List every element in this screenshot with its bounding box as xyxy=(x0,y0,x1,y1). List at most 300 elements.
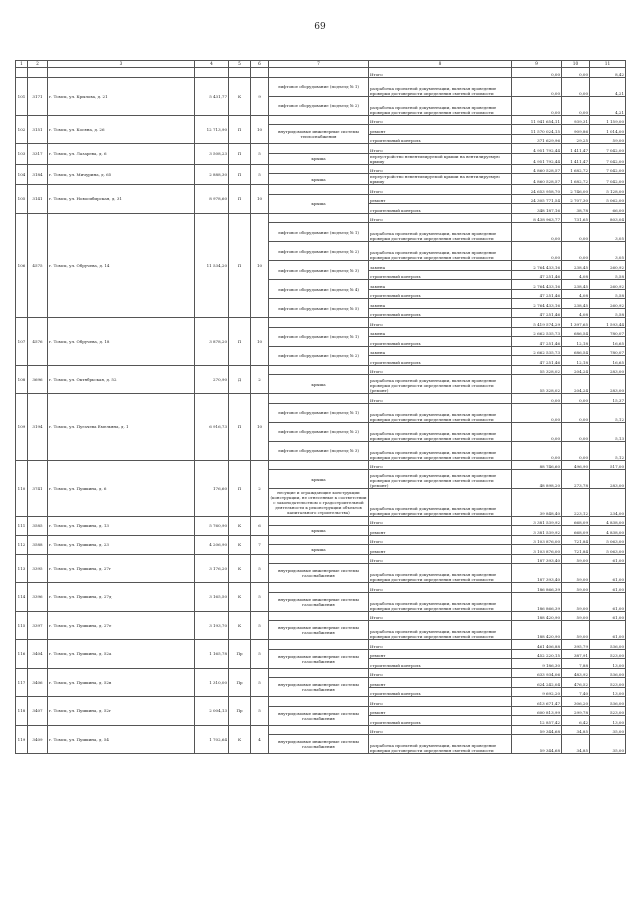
work-description: строительный контроль xyxy=(369,356,512,366)
wall-type: К xyxy=(229,535,251,554)
house-address: г. Томск, ул. Пушкина, д. 52в xyxy=(48,668,195,697)
work-type: лифтовое оборудование (подъезд № 1) xyxy=(269,77,369,96)
cost-total: 55 328,02 xyxy=(512,375,562,394)
cost-limit: 15,37 xyxy=(590,394,626,404)
work-description: Итого xyxy=(369,164,512,174)
table-row xyxy=(16,213,626,223)
house-id: 4576 xyxy=(28,318,48,366)
house-area: 8 978,60 xyxy=(195,185,229,214)
work-type: лифтовое оборудование (подъезд № 3) xyxy=(269,261,369,280)
cost-total: 600 813,99 xyxy=(512,706,562,716)
floor-count: 10 xyxy=(251,213,269,318)
work-description: замена xyxy=(369,327,512,337)
house-area xyxy=(195,68,229,78)
work-type xyxy=(269,583,369,593)
cost-limit: 61,00 xyxy=(590,611,626,621)
cost-per-sqm: 387,91 xyxy=(562,649,590,659)
work-type xyxy=(269,611,369,621)
work-type: крыша xyxy=(269,153,369,164)
cost-per-sqm: 238,45 xyxy=(562,261,590,271)
table-row xyxy=(16,460,626,470)
work-type: лифтовое оборудование (подъезд № 1) xyxy=(269,327,369,346)
house-id: 3406 xyxy=(28,668,48,697)
house-id: 3396 xyxy=(28,583,48,612)
cost-total: 4 860 528,57 xyxy=(512,174,562,185)
work-type xyxy=(269,725,369,735)
cost-total: 0,00 xyxy=(512,77,562,96)
work-description: Итого xyxy=(369,535,512,545)
column-number-3: 3 xyxy=(48,61,195,68)
cost-limit: 5 062,00 xyxy=(590,194,626,204)
cost-limit: 283,00 xyxy=(590,470,626,489)
cost-total: 0,00 xyxy=(512,223,562,242)
cost-total: 9 692,20 xyxy=(512,687,562,697)
floor-count: 10 xyxy=(251,318,269,366)
work-description: разработка проектной документации, включая проведение проверки достоверности определения сметной стоимости xyxy=(369,489,512,517)
cost-per-sqm: 38,78 xyxy=(562,204,590,214)
table-row xyxy=(16,554,626,564)
work-description: замена xyxy=(369,346,512,356)
cost-per-sqm: 59,00 xyxy=(562,621,590,640)
cost-limit: 780,07 xyxy=(590,327,626,337)
cost-limit: 3,05 xyxy=(590,242,626,261)
work-type xyxy=(269,115,369,125)
row-number: 102 xyxy=(16,115,28,144)
cost-total: 0,00 xyxy=(512,96,562,115)
floor-count: 5 xyxy=(251,144,269,165)
cost-total: 24 305 771,54 xyxy=(512,194,562,204)
row-number: 103 xyxy=(16,144,28,165)
table-row xyxy=(16,144,626,154)
house-address: г. Томск, ул. Пушкина, д. 23 xyxy=(48,535,195,554)
cost-total: 3 381 539,92 xyxy=(512,516,562,526)
cost-limit: 61,00 xyxy=(590,592,626,611)
cost-total: 47 251,46 xyxy=(512,289,562,299)
house-id: 3317 xyxy=(28,144,48,165)
wall-type: Пр xyxy=(229,668,251,697)
column-number-8: 8 xyxy=(369,61,512,68)
wall-type: К xyxy=(229,725,251,754)
cost-per-sqm: 306,20 xyxy=(562,697,590,707)
cost-per-sqm: 939,31 xyxy=(562,115,590,125)
row-number: 116 xyxy=(16,640,28,669)
cost-per-sqm: 0,00 xyxy=(562,403,590,422)
floor-count: 9 xyxy=(251,77,269,115)
cost-total: 47 251,46 xyxy=(512,356,562,366)
column-number-11: 11 xyxy=(590,61,626,68)
cost-limit: 61,00 xyxy=(590,583,626,593)
work-description: Итого xyxy=(369,185,512,195)
house-area: 12 713,90 xyxy=(195,115,229,144)
cost-total: 2 662 535,73 xyxy=(512,346,562,356)
cost-limit: 5 063,00 xyxy=(590,545,626,555)
work-description: строительный контроль xyxy=(369,716,512,726)
floor-count: 5 xyxy=(251,697,269,726)
work-type: несущие и ограждающие конструкции (конструкции, не отнесенные к соответствии с законодательством о градостроительной деятельности к реконструкции объектов капитального строительства) xyxy=(270,489,367,515)
house-id: 3409 xyxy=(28,725,48,754)
cost-total: 55 328,02 xyxy=(512,365,562,375)
cost-total: 59 344,68 xyxy=(512,725,562,735)
work-description: разработка проектной документации, включая проведение проверки достоверности определения сметной стоимости xyxy=(369,223,512,242)
cost-limit: 13,00 xyxy=(590,716,626,726)
wall-type: П xyxy=(229,318,251,366)
cost-limit: 61,00 xyxy=(590,554,626,564)
cost-limit: 523,00 xyxy=(590,678,626,688)
row-number xyxy=(16,68,28,78)
work-type: крыша xyxy=(269,194,369,213)
cost-total: 4 860 528,57 xyxy=(512,164,562,174)
cost-per-sqm: 483,92 xyxy=(562,668,590,678)
house-id: 3395 xyxy=(28,554,48,583)
work-description: разработка проектной документации, включая проведение проверки достоверности определения сметной стоимости xyxy=(369,403,512,422)
work-description: Итого xyxy=(369,394,512,404)
column-number-4: 4 xyxy=(195,61,229,68)
work-description: строительный контроль xyxy=(369,659,512,669)
work-type: внутридомовые инженерные системы газоснабжения xyxy=(269,592,369,611)
cost-per-sqm: 1 411,47 xyxy=(562,153,590,164)
column-number-row xyxy=(16,61,626,68)
wall-type: К xyxy=(229,611,251,640)
house-area: 5 431,77 xyxy=(195,77,229,115)
house-area: 3 165,50 xyxy=(195,583,229,612)
work-description: строительный контроль xyxy=(369,134,512,144)
cost-limit: 260,92 xyxy=(590,261,626,271)
cost-total: 9 186,30 xyxy=(512,659,562,669)
floor-count: 10 xyxy=(251,394,269,461)
cost-limit: 4,21 xyxy=(590,77,626,96)
cost-per-sqm: 476,52 xyxy=(562,678,590,688)
work-type: лифтовое оборудование (подъезд № 2) xyxy=(269,422,369,441)
work-type xyxy=(269,640,369,650)
cost-per-sqm: 4,08 xyxy=(562,308,590,318)
house-area: 6 916,73 xyxy=(195,394,229,461)
cost-total: 461 406,88 xyxy=(512,640,562,650)
cost-limit: 66,00 xyxy=(590,204,626,214)
cost-limit: 283,00 xyxy=(590,365,626,375)
cost-total: 0,00 xyxy=(512,242,562,261)
row-number: 105 xyxy=(16,185,28,214)
cost-per-sqm: 686,54 xyxy=(562,346,590,356)
house-id: 3588 xyxy=(28,535,48,554)
work-description: Итого xyxy=(369,68,512,78)
cost-limit: 536,00 xyxy=(590,697,626,707)
work-description: Итого xyxy=(369,318,512,328)
cost-per-sqm: 0,00 xyxy=(562,441,590,460)
house-id: 3184 xyxy=(28,164,48,185)
cost-total: 0,00 xyxy=(512,422,562,441)
column-number-5: 5 xyxy=(229,61,251,68)
work-type: крыша xyxy=(269,375,369,394)
work-type xyxy=(269,668,369,678)
cost-per-sqm: 0,00 xyxy=(562,96,590,115)
cost-total: 3 103 876,00 xyxy=(512,535,562,545)
work-type: лифтовое оборудование (подъезд № 3) xyxy=(269,441,369,460)
row-number: 104 xyxy=(16,164,28,185)
cost-total: 11 570 024,15 xyxy=(512,125,562,135)
cost-limit: 536,00 xyxy=(590,640,626,650)
work-type xyxy=(269,394,369,404)
cost-limit: 13,00 xyxy=(590,687,626,697)
cost-limit: 13,00 xyxy=(590,659,626,669)
wall-type: П xyxy=(229,144,251,165)
work-description: ремонт xyxy=(369,706,512,716)
cost-limit: 5,58 xyxy=(590,308,626,318)
work-type xyxy=(269,318,369,328)
cost-limit: 5 128,00 xyxy=(590,185,626,195)
cost-limit: 61,00 xyxy=(590,564,626,583)
floor-count: 5 xyxy=(251,164,269,185)
cost-total: 59 344,68 xyxy=(512,735,562,754)
cost-total: 624 242,04 xyxy=(512,678,562,688)
wall-type: К xyxy=(229,77,251,115)
work-type xyxy=(269,365,369,375)
house-area: 4 206,90 xyxy=(195,535,229,554)
cost-limit: 61,00 xyxy=(590,621,626,640)
cost-total: 8 438 963,77 xyxy=(512,213,562,223)
cost-total: 0,00 xyxy=(512,441,562,460)
cost-limit: 16,65 xyxy=(590,337,626,347)
cost-limit: 1 159,00 xyxy=(590,115,626,125)
cost-per-sqm: 1 397,65 xyxy=(562,318,590,328)
work-description: разработка проектной документации, включая проведение проверки достоверности определения сметной стоимости xyxy=(369,242,512,261)
cost-limit: 4 838,00 xyxy=(590,526,626,536)
cost-total: 188 420,90 xyxy=(512,621,562,640)
work-description: разработка проектной документации, включая проведение проверки достоверности определения сметной стоимости xyxy=(369,592,512,611)
work-type: лифтовое оборудование (подъезд № 4) xyxy=(269,280,369,299)
work-type xyxy=(269,535,369,545)
house-address: г. Томск, ул. Пушкина, д. 13 xyxy=(48,516,195,535)
cost-per-sqm: 12,18 xyxy=(562,337,590,347)
cost-limit: 16,65 xyxy=(590,356,626,366)
cost-limit: 5 063,00 xyxy=(590,535,626,545)
cost-per-sqm: 59,00 xyxy=(562,611,590,621)
floor-count: 4 xyxy=(251,725,269,754)
work-type: лифтовое оборудование (подъезд № 2) xyxy=(269,96,369,115)
work-description: замена xyxy=(369,299,512,309)
work-description: разработка проектной документации, включая проведение проверки достоверности определения сметной стоимости (ремонт) xyxy=(369,375,512,394)
row-number: 115 xyxy=(16,611,28,640)
row-number: 114 xyxy=(16,583,28,612)
floor-count xyxy=(251,68,269,78)
column-number-9: 9 xyxy=(512,61,562,68)
work-type: лифтовое оборудование (подъезд № 2) xyxy=(269,346,369,365)
cost-limit: 5,13 xyxy=(590,422,626,441)
floor-count: 2 xyxy=(251,460,269,516)
wall-type: Д xyxy=(229,365,251,394)
column-number-1: 1 xyxy=(16,61,28,68)
wall-type: Пр xyxy=(229,640,251,669)
work-description: переустройство невентилируемой крыши на вентилируемую крышу xyxy=(369,174,512,185)
house-id: 3407 xyxy=(28,697,48,726)
cost-per-sqm: 4,08 xyxy=(562,289,590,299)
work-description: замена xyxy=(369,261,512,271)
work-type xyxy=(269,554,369,564)
work-description: разработка проектной документации, включая проведение проверки достоверности определения сметной стоимости xyxy=(369,422,512,441)
house-id: 3397 xyxy=(28,611,48,640)
cost-total: 452 220,15 xyxy=(512,649,562,659)
cost-total: 24 653 958,70 xyxy=(512,185,562,195)
work-type: крыша xyxy=(269,174,369,185)
house-id: 3194 xyxy=(28,394,48,461)
work-description: ремонт xyxy=(369,526,512,536)
work-description: Итого xyxy=(369,640,512,650)
cost-limit: 5,58 xyxy=(590,289,626,299)
cost-per-sqm: 395,79 xyxy=(562,640,590,650)
cost-limit: 780,07 xyxy=(590,346,626,356)
cost-per-sqm: 299,78 xyxy=(562,706,590,716)
house-area: 3 878,20 xyxy=(195,318,229,366)
cost-total: 2 764 433,16 xyxy=(512,280,562,290)
work-description: разработка проектной документации, включая проведение проверки достоверности определения сметной стоимости xyxy=(369,441,512,460)
work-type: внутридомовые инженерные системы газоснабжения xyxy=(269,678,369,697)
floor-count: 5 xyxy=(251,554,269,583)
table-row xyxy=(16,611,626,621)
column-number-10: 10 xyxy=(562,61,590,68)
cost-per-sqm: 1 411,47 xyxy=(562,144,590,154)
cost-total: 47 251,46 xyxy=(512,308,562,318)
cost-limit: 523,00 xyxy=(590,706,626,716)
table-body xyxy=(16,61,626,754)
work-description: ремонт xyxy=(369,649,512,659)
cost-limit: 4 838,00 xyxy=(590,516,626,526)
floor-count: 2 xyxy=(251,365,269,394)
row-number: 117 xyxy=(16,668,28,697)
cost-per-sqm: 34,85 xyxy=(562,725,590,735)
cost-limit: 7 042,00 xyxy=(590,144,626,154)
work-description: ремонт xyxy=(369,545,512,555)
cost-per-sqm: 12,18 xyxy=(562,356,590,366)
cost-limit: 536,00 xyxy=(590,668,626,678)
cost-per-sqm: 0,00 xyxy=(562,223,590,242)
cost-total: 4 951 792,44 xyxy=(512,153,562,164)
cost-per-sqm: 29,25 xyxy=(562,134,590,144)
table-row xyxy=(16,640,626,650)
cost-per-sqm: 238,45 xyxy=(562,299,590,309)
house-address: г. Томск, ул. Пушкина, д. 27е xyxy=(48,611,195,640)
cost-limit: 8,42 xyxy=(590,68,626,78)
work-type: внутридомовые инженерные системы газоснабжения xyxy=(269,735,369,754)
house-area: 1 702,64 xyxy=(195,725,229,754)
cost-per-sqm: 731,65 xyxy=(562,213,590,223)
work-description: Итого xyxy=(369,725,512,735)
cost-per-sqm: 0,00 xyxy=(562,68,590,78)
work-description: строительный контроль xyxy=(369,337,512,347)
cost-per-sqm: 223,12 xyxy=(562,489,590,517)
row-number: 118 xyxy=(16,697,28,726)
work-type: лифтовое оборудование (подъезд № 2) xyxy=(269,242,369,261)
work-description: Итого xyxy=(369,697,512,707)
wall-type: К xyxy=(229,583,251,612)
cost-total: 613 671,47 xyxy=(512,697,562,707)
row-number: 111 xyxy=(16,516,28,535)
work-description: разработка проектной документации, включая проведение проверки достоверности определения сметной стоимости xyxy=(369,77,512,96)
cost-limit: 803,04 xyxy=(590,213,626,223)
table-row xyxy=(16,68,626,78)
cost-limit: 234,00 xyxy=(590,489,626,517)
cost-limit: 260,92 xyxy=(590,299,626,309)
work-description: Итого xyxy=(369,144,512,154)
cost-total: 12 857,42 xyxy=(512,716,562,726)
cost-total: 5 419 574,29 xyxy=(512,318,562,328)
work-type xyxy=(269,68,369,78)
column-number-6: 6 xyxy=(251,61,269,68)
table-row xyxy=(16,318,626,328)
cost-total: 348 187,16 xyxy=(512,204,562,214)
house-area: 176,60 xyxy=(195,460,229,516)
house-id: 3404 xyxy=(28,640,48,669)
row-number: 110 xyxy=(16,460,28,516)
cost-per-sqm: 496,90 xyxy=(562,460,590,470)
cost-limit: 4,21 xyxy=(590,96,626,115)
cost-per-sqm: 59,00 xyxy=(562,564,590,583)
cost-limit: 260,92 xyxy=(590,280,626,290)
table-row xyxy=(16,115,626,125)
cost-per-sqm: 1 682,72 xyxy=(562,174,590,185)
work-type xyxy=(269,697,369,707)
wall-type: П xyxy=(229,115,251,144)
floor-count: 5 xyxy=(251,668,269,697)
work-type xyxy=(269,185,369,195)
house-address: г. Томск, ул. Новосибирская, д. 31 xyxy=(48,185,195,214)
work-description: ремонт xyxy=(369,125,512,135)
column-number-7: 7 xyxy=(269,61,369,68)
house-id: 3585 xyxy=(28,516,48,535)
work-description: Итого xyxy=(369,583,512,593)
house-address: г. Томск, ул. Пушкина, д. 27д xyxy=(48,583,195,612)
cost-per-sqm: 7,88 xyxy=(562,659,590,669)
house-area: 3 176,20 xyxy=(195,554,229,583)
work-description: Итого xyxy=(369,668,512,678)
cost-total: 633 934,06 xyxy=(512,668,562,678)
house-address: г. Томск, ул. Обручева, д. 14 xyxy=(48,213,195,318)
cost-total: 371 629,96 xyxy=(512,134,562,144)
work-type: крыша xyxy=(269,545,369,555)
cost-total: 47 251,46 xyxy=(512,270,562,280)
work-description: Итого xyxy=(369,516,512,526)
wall-type: К xyxy=(229,516,251,535)
house-area: 3 508,23 xyxy=(195,144,229,165)
cost-total: 187 393,40 xyxy=(512,554,562,564)
row-number: 113 xyxy=(16,554,28,583)
work-type xyxy=(269,213,369,223)
work-description: строительный контроль xyxy=(369,270,512,280)
work-type: крыша xyxy=(269,526,369,536)
cost-total: 0,00 xyxy=(512,68,562,78)
wall-type: П xyxy=(229,164,251,185)
cost-total: 2 662 535,73 xyxy=(512,327,562,337)
work-description: строительный контроль xyxy=(369,204,512,214)
house-area: 1 310,00 xyxy=(195,668,229,697)
house-id xyxy=(28,68,48,78)
work-description: строительный контроль xyxy=(369,289,512,299)
cost-per-sqm: 0,00 xyxy=(562,242,590,261)
work-type: внутридомовые инженерные системы газоснабжения xyxy=(269,706,369,725)
work-type: лифтовое оборудование (подъезд № 5) xyxy=(269,299,369,318)
table-row xyxy=(16,185,626,195)
capital-repair-table xyxy=(15,60,626,754)
house-id: 3141 xyxy=(28,185,48,214)
table-row xyxy=(16,583,626,593)
table-row xyxy=(16,365,626,375)
work-type: внутридомовые инженерные системы газоснабжения xyxy=(269,564,369,583)
row-number: 109 xyxy=(16,394,28,461)
cost-per-sqm: 238,45 xyxy=(562,280,590,290)
cost-per-sqm: 668,09 xyxy=(562,526,590,536)
house-address: г. Томск, ул. Мичурина, д. 65 xyxy=(48,164,195,185)
cost-total: 3 381 539,92 xyxy=(512,526,562,536)
cost-per-sqm: 2 746,00 xyxy=(562,185,590,195)
cost-total: 188 420,90 xyxy=(512,611,562,621)
